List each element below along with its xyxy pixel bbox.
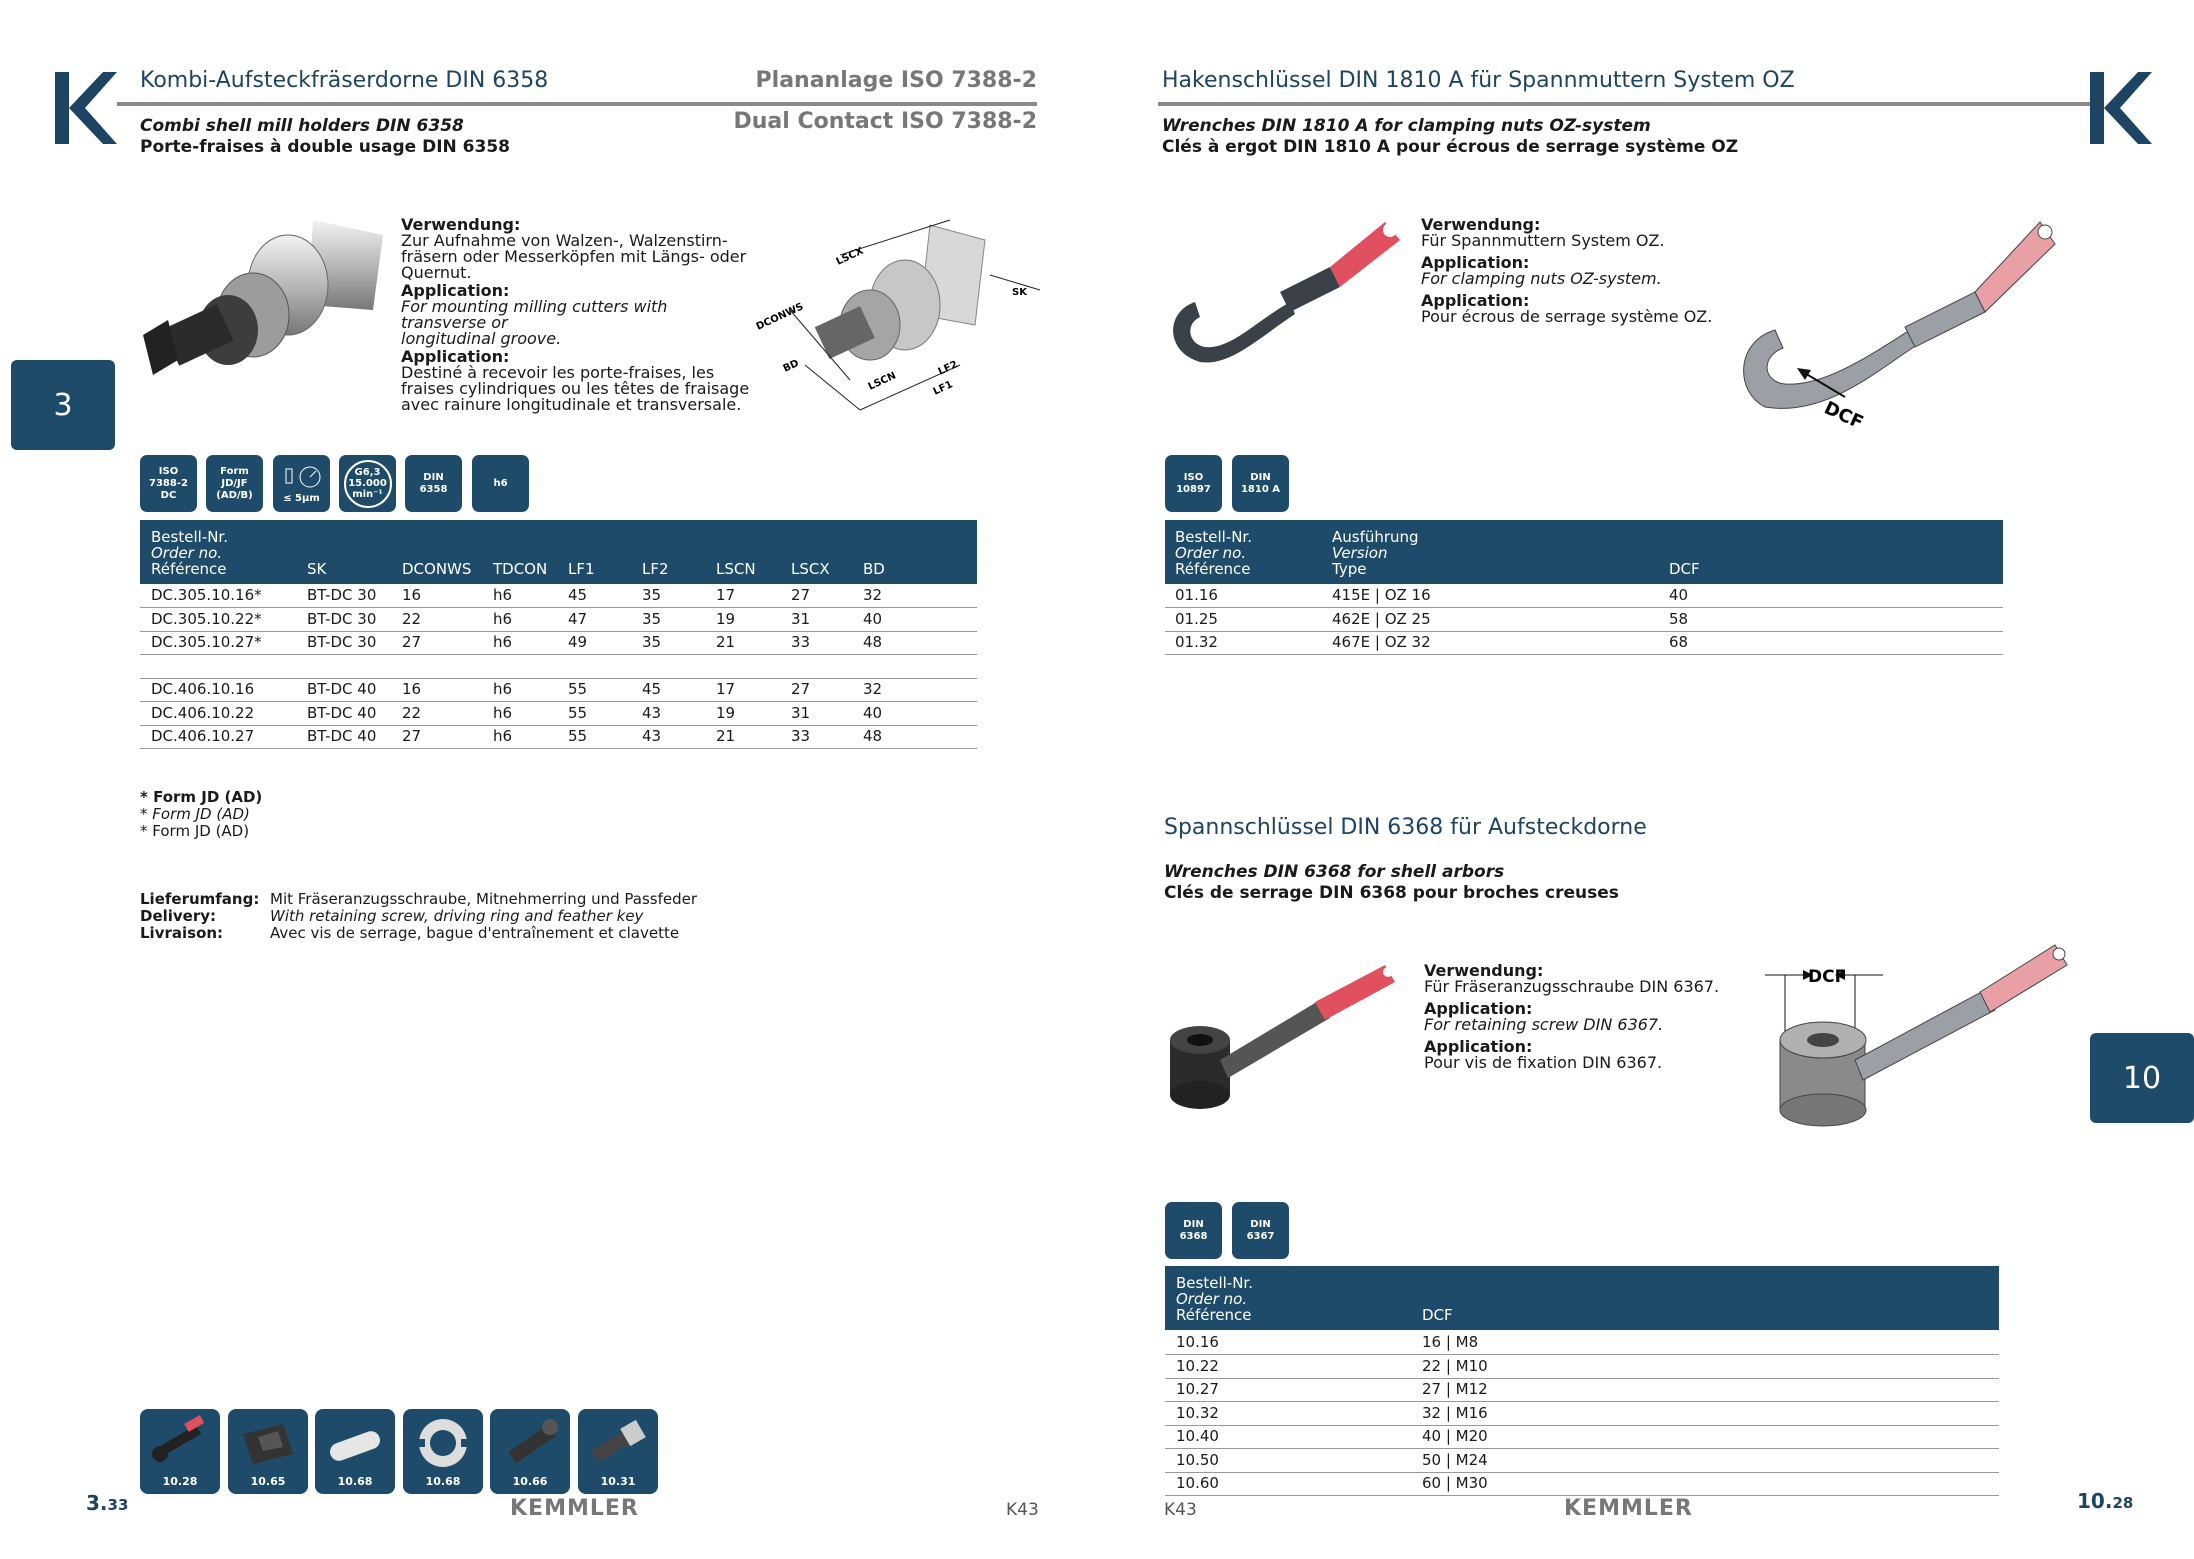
usage-block-hook-wrench: Verwendung: Für Spannmuttern System OZ. Application: For clamping nuts OZ-system. Application: Pour écrous de serrage système OZ.	[1421, 215, 1713, 326]
table-cell: 17	[716, 586, 736, 604]
table-cell: 40	[863, 609, 883, 628]
table-cell: 58	[1669, 609, 1689, 628]
catalog-code-left: K43	[1006, 1500, 1039, 1520]
usage-fr-line2: fraises cylindriques ou les têtes de fraisage	[401, 379, 750, 398]
footnote-de: * Form JD (AD)	[140, 788, 263, 806]
header-rule-right	[1158, 102, 2090, 106]
usage-de-line3: Quernut.	[401, 263, 472, 282]
table-cell: 43	[642, 727, 662, 745]
badge-din-6367: DIN 6367	[1232, 1202, 1289, 1259]
shell-mill-holder-image	[138, 215, 388, 395]
table-row	[140, 655, 977, 679]
table-cell: 16	[402, 680, 422, 698]
table-cell: BT-DC 40	[307, 727, 377, 745]
spanner-wrench-diagram	[1755, 930, 2075, 1130]
table-header-spanner-wrench: Bestell-Nr. Order no. Référence DCF	[1165, 1266, 1999, 1330]
table-cell: DC.305.10.27*	[151, 633, 262, 651]
table-row	[1165, 1472, 1999, 1496]
table-cell: 45	[642, 680, 662, 698]
table-cell: 21	[716, 633, 736, 651]
subtitle-hook-wrench: Wrenches DIN 1810 A for clamping nuts OZ-system Clés à ergot DIN 1810 A pour écrous de serrage système OZ	[1162, 116, 1739, 157]
label-lf1: LF1	[931, 379, 955, 398]
subtitle-fr: Porte-fraises à double usage DIN 6358	[140, 137, 510, 157]
table-cell: 27	[791, 586, 811, 604]
th-col-lscx: LSCX	[791, 560, 830, 578]
spanner-wrench-image	[1160, 960, 1410, 1130]
runout-gauge-icon	[280, 463, 324, 489]
table-cell: 32 | M16	[1422, 1403, 1488, 1422]
table-row	[1165, 1449, 1999, 1473]
table-row	[1165, 631, 2003, 655]
table-cell: DC.305.10.16*	[151, 586, 262, 604]
brand-left: KEMMLER	[510, 1496, 639, 1521]
table-cell: 10.50	[1176, 1450, 1219, 1469]
badge-iso-10897: ISO 10897	[1165, 455, 1222, 512]
table-cell: h6	[493, 633, 513, 651]
accessory-thumb-10-65[interactable]: 10.65	[228, 1409, 308, 1494]
table-cell: DC.406.10.22	[151, 703, 255, 722]
table-cell: 415E | OZ 16	[1332, 586, 1431, 604]
badge-runout: ≤ 5µm	[273, 455, 330, 512]
th-col-lf2: LF2	[642, 560, 669, 578]
th-col-tdcon: TDCON	[493, 560, 548, 578]
label-lscn: LSCN	[866, 370, 898, 393]
label-sk: SK	[1012, 287, 1027, 298]
table-cell: 10.60	[1176, 1474, 1219, 1492]
table-cell: 55	[568, 727, 588, 745]
accessory-thumb-10-28[interactable]: 10.28	[140, 1409, 220, 1494]
table-cell: 10.32	[1176, 1403, 1219, 1422]
table-cell: 01.25	[1175, 609, 1218, 628]
table-cell: 68	[1669, 633, 1689, 651]
table-cell: 10.40	[1176, 1427, 1219, 1445]
table-cell: 33	[791, 727, 811, 745]
page-number-left: 3.33	[86, 1491, 129, 1515]
section-title-spanner-wrench: Spannschlüssel DIN 6368 für Aufsteckdorne	[1164, 815, 1647, 840]
table-cell: 01.16	[1175, 586, 1218, 604]
table-row	[140, 725, 977, 749]
table-cell: 10.22	[1176, 1356, 1219, 1375]
table-cell: 10.16	[1176, 1333, 1219, 1351]
table-cell: 55	[568, 680, 588, 698]
usage-fr-line1: Destiné à recevoir les porte-fraises, les	[401, 363, 715, 382]
th-col-sk: SK	[307, 560, 327, 578]
badge-din-6358: DIN 6358	[405, 455, 462, 512]
table-header-left	[140, 520, 977, 584]
table-cell: 21	[716, 727, 736, 745]
th-order: Order no.	[151, 544, 223, 562]
table-row	[1165, 584, 2003, 608]
table-cell: 45	[568, 586, 588, 604]
th-col-lscn: LSCN	[716, 560, 756, 578]
kemmler-logo-right	[2090, 72, 2152, 144]
table-cell: 462E | OZ 25	[1332, 609, 1431, 628]
label-lf2: LF2	[936, 359, 960, 378]
table-cell: 19	[716, 703, 736, 722]
delivery-block	[140, 891, 697, 942]
th-bestell: Bestell-Nr.	[151, 528, 228, 546]
table-cell: 55	[568, 703, 588, 722]
accessory-thumb-10-66[interactable]: 10.66	[490, 1409, 570, 1494]
table-cell: h6	[493, 727, 513, 745]
chapter-tab-left[interactable]: 3	[11, 360, 115, 450]
table-cell: h6	[493, 703, 513, 722]
badge-h6: h6	[472, 455, 529, 512]
table-cell: 31	[791, 609, 811, 628]
plananlage-heading: Plananlage ISO 7388-2	[755, 68, 1037, 93]
table-row	[1165, 1378, 1999, 1402]
table-cell: 48	[863, 633, 883, 651]
usage-fr-heading: Application:	[401, 347, 510, 366]
subtitle-en: Combi shell mill holders DIN 6358	[140, 116, 464, 136]
table-cell: 35	[642, 609, 662, 628]
table-cell: BT-DC 30	[307, 609, 377, 628]
table-cell: 35	[642, 586, 662, 604]
footnote-en: * Form JD (AD)	[140, 805, 250, 823]
table-row	[1165, 1355, 1999, 1379]
table-cell: BT-DC 30	[307, 633, 377, 651]
table-cell: 32	[863, 680, 883, 698]
delivery-en: With retaining screw, driving ring and feather key	[270, 907, 644, 925]
table-cell: 32	[863, 586, 883, 604]
th-reference: Référence	[151, 560, 227, 578]
table-cell: h6	[493, 586, 513, 604]
th-col-bd: BD	[863, 560, 885, 578]
hook-wrench-diagram	[1735, 212, 2065, 427]
accessory-thumb-10-68-key[interactable]: 10.68	[315, 1409, 395, 1494]
kemmler-logo-left	[55, 72, 117, 144]
table-cell: 40	[863, 703, 883, 722]
delivery-fr-label: Livraison:	[140, 924, 224, 942]
table-cell: BT-DC 30	[307, 586, 377, 604]
table-row	[1165, 1425, 1999, 1449]
table-row	[140, 608, 977, 632]
table-cell: 17	[716, 680, 736, 698]
delivery-de: Mit Fräseranzugsschraube, Mitnehmerring und Passfeder	[270, 890, 698, 908]
table-row	[1165, 1331, 1999, 1355]
usage-de-heading: Verwendung:	[401, 215, 521, 234]
table-cell: DC.406.10.16	[151, 680, 255, 698]
dimension-diagram-left	[750, 215, 1050, 415]
label-bd: BD	[781, 358, 801, 375]
hook-wrench-image	[1160, 212, 1410, 372]
table-cell: 16	[402, 586, 422, 604]
table-cell: DC.305.10.22*	[151, 609, 262, 628]
table-cell: 43	[642, 703, 662, 722]
badge-balance: G6,3 15.000 min⁻¹	[339, 455, 396, 512]
footnotes-left	[140, 789, 262, 840]
table-cell: h6	[493, 609, 513, 628]
table-cell: 35	[642, 633, 662, 651]
badge-iso-7388: ISO 7388-2 DC	[140, 455, 197, 512]
catalog-code-right: K43	[1164, 1500, 1197, 1520]
table-cell: h6	[493, 680, 513, 698]
table-cell: 27	[402, 727, 422, 745]
table-cell: 33	[791, 633, 811, 651]
table-row	[140, 584, 977, 608]
table-cell: BT-DC 40	[307, 680, 377, 698]
table-cell: 22	[402, 703, 422, 722]
table-cell: 40 | M20	[1422, 1427, 1488, 1445]
table-cell: 19	[716, 609, 736, 628]
page-title-left: Kombi-Aufsteckfräserdorne DIN 6358	[140, 68, 549, 93]
usage-de-line1: Zur Aufnahme von Walzen-, Walzenstirn-	[401, 231, 728, 250]
th-col-dconws: DCONWS	[402, 560, 472, 578]
table-row	[140, 678, 977, 702]
table-cell: 48	[863, 727, 883, 745]
table-cell: BT-DC 40	[307, 703, 377, 722]
table-cell: 60 | M30	[1422, 1474, 1488, 1492]
usage-de-line2: fräsern oder Messerköpfen mit Längs- oder	[401, 247, 747, 266]
label-dcf-spanner: DCF	[1808, 967, 1847, 987]
delivery-de-label: Lieferumfang:	[140, 890, 260, 908]
table-row	[140, 631, 977, 655]
usage-fr-line3: avec rainure longitudinale et transversale.	[401, 395, 742, 414]
table-cell: 01.32	[1175, 633, 1218, 651]
table-cell: 16 | M8	[1422, 1333, 1479, 1351]
table-cell: 467E | OZ 32	[1332, 633, 1431, 651]
table-cell: 22 | M10	[1422, 1356, 1488, 1375]
delivery-fr: Avec vis de serrage, bague d'entraînement et clavette	[270, 924, 680, 942]
subtitle-left	[140, 116, 510, 158]
table-cell: DC.406.10.27	[151, 727, 255, 745]
table-row	[1165, 608, 2003, 632]
table-cell: 31	[791, 703, 811, 722]
table-cell: 27	[791, 680, 811, 698]
delivery-en-label: Delivery:	[140, 907, 217, 925]
footnote-fr: * Form JD (AD)	[140, 822, 250, 840]
table-row	[140, 702, 977, 726]
section-title-hook-wrench: Hakenschlüssel DIN 1810 A für Spannmuttern System OZ	[1162, 68, 1795, 93]
table-cell: 47	[568, 609, 588, 628]
label-lscx: LSCX	[834, 245, 866, 268]
table-header-hook-wrench: Bestell-Nr. Order no. Référence Ausführung Version Type DCF	[1165, 520, 2003, 584]
table-cell: 50 | M24	[1422, 1450, 1488, 1469]
table-cell: 10.27	[1176, 1380, 1219, 1398]
usage-en-line1: For mounting milling cutters with transverse or	[401, 297, 668, 332]
page-number-right: 10.28	[2077, 1489, 2134, 1513]
usage-block-spanner-wrench: Verwendung: Für Fräseranzugsschraube DIN 6367. Application: For retaining screw DIN 6367. Application: Pour vis de fixation DIN 6367.	[1424, 961, 1720, 1072]
table-cell: 49	[568, 633, 588, 651]
header-rule-left	[117, 102, 1037, 106]
subtitle-spanner-wrench: Wrenches DIN 6368 for shell arbors Clés de serrage DIN 6368 pour broches creuses	[1164, 862, 1619, 903]
brand-right: KEMMLER	[1564, 1496, 1693, 1521]
table-cell: 40	[1669, 586, 1689, 604]
accessory-thumb-10-68-ring[interactable]: 10.68	[403, 1409, 483, 1494]
table-cell: 22	[402, 609, 422, 628]
th-col-lf1: LF1	[568, 560, 595, 578]
accessory-thumb-10-31[interactable]: 10.31	[578, 1409, 658, 1494]
chapter-tab-right[interactable]: 10	[2090, 1033, 2194, 1123]
label-dconws: DCONWS	[754, 301, 806, 333]
usage-block-left	[401, 217, 751, 413]
table-row	[1165, 1402, 1999, 1426]
usage-en-line2: longitudinal groove.	[401, 329, 562, 348]
badge-din-6368: DIN 6368	[1165, 1202, 1222, 1259]
table-cell: 27 | M12	[1422, 1380, 1488, 1398]
label-dcf-hook: DCF	[1820, 397, 1867, 427]
table-cell: 27	[402, 633, 422, 651]
badge-din-1810a: DIN 1810 A	[1232, 455, 1289, 512]
badge-form-jd: Form JD/JF (AD/B)	[206, 455, 263, 512]
usage-en-heading: Application:	[401, 281, 510, 300]
dual-contact-heading: Dual Contact ISO 7388-2	[733, 109, 1037, 134]
